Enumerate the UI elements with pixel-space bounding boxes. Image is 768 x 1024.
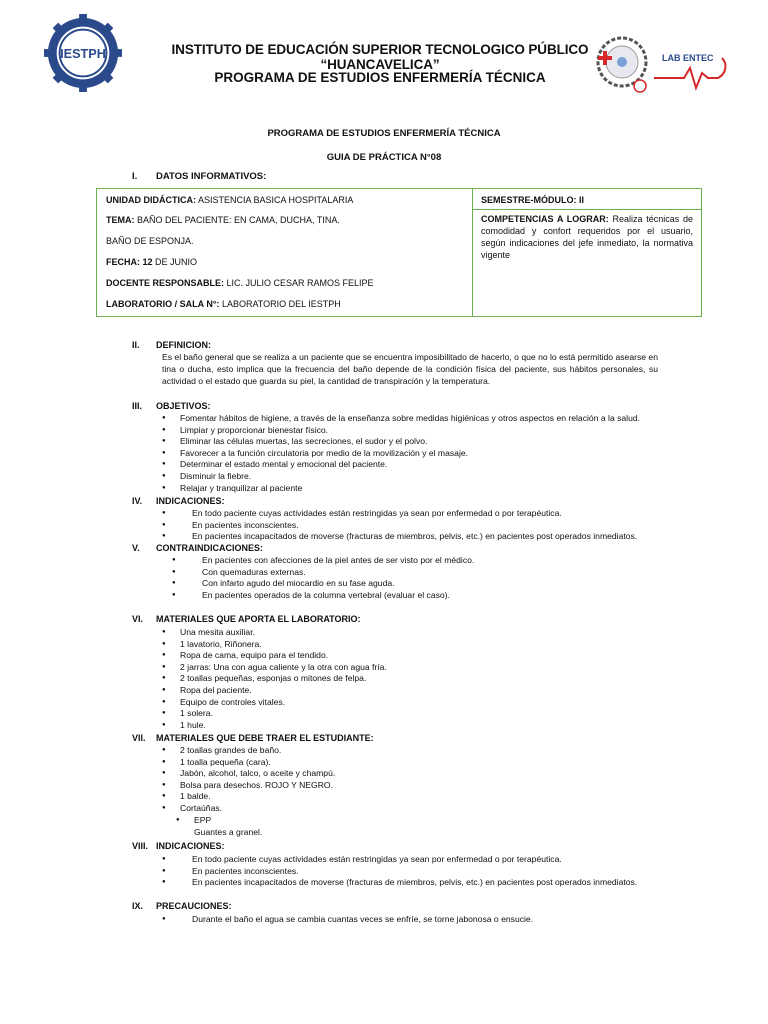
document-subtitle: PROGRAMA DE ESTUDIOS ENFERMERÍA TÉCNICA [267, 128, 501, 139]
materiales-estudiante-list [162, 745, 335, 815]
section-title: PRECAUCIONES: [156, 901, 232, 911]
list-item: ● En pacientes incapacitados de moverse (fracturas de miembros, pelvis, etc.) en pacientes post operados inmediatos. [162, 531, 637, 543]
section-heading [132, 543, 263, 553]
section-title: INDICACIONES: [156, 841, 225, 851]
indicaciones-2-list [162, 854, 637, 889]
list-item: ● 2 toallas grandes de baño. [162, 745, 335, 757]
section-materiales-estudiante [132, 733, 374, 743]
section-objetivos [132, 401, 211, 411]
tema-line2: BAÑO DE ESPONJA. [106, 236, 194, 246]
list-item: ● Relajar y tranquilizar al paciente [162, 483, 640, 495]
section-precauciones [132, 901, 232, 911]
indicaciones-list [162, 508, 637, 543]
materiales-estudiante-sublist [176, 815, 211, 827]
list-item: ● Limpiar y proporcionar bienestar físico. [162, 425, 640, 437]
section-number: IV. [132, 496, 143, 506]
list-item: ● Disminuir la fiebre. [162, 471, 640, 483]
objetivos-list [162, 413, 640, 494]
section-number: VIII. [132, 841, 149, 851]
list-item: ● Fomentar hábitos de higiene, a través de la enseñanza sobre medidas higiénicas y otros aspectos en relación a la salud. [162, 413, 640, 425]
section-heading [132, 340, 211, 350]
section-title: INDICACIONES: [156, 496, 225, 506]
section-number: VII. [132, 733, 146, 743]
program-title: PROGRAMA DE ESTUDIOS ENFERMERÍA TÉCNICA [214, 70, 546, 85]
lab-row [106, 299, 341, 309]
list-item: Guantes a granel. [194, 827, 263, 837]
section-number: V. [132, 543, 140, 553]
list-item: ● En pacientes con afecciones de la piel antes de ser visto por el médico. [172, 555, 474, 567]
section-materiales-laboratorio [132, 614, 361, 624]
section-number: IX. [132, 901, 144, 911]
docente-label: DOCENTE RESPONSABLE: [106, 278, 225, 288]
docente-value: LIC. JULIO CESAR RAMOS FELIPE [224, 278, 374, 288]
contraindicaciones-list [172, 555, 474, 601]
list-item: ● En todo paciente cuyas actividades están restringidas ya sean por enfermedad o por terapéutica. [162, 508, 637, 520]
section-heading-datos [132, 171, 266, 182]
section-indicaciones [132, 496, 225, 506]
list-item: ● 1 lavatorio, Riñonera. [162, 639, 387, 651]
logo-left-text: IESTPH [60, 46, 106, 61]
list-item: ● Una mesita auxiliar. [162, 627, 387, 639]
info-table [96, 188, 702, 317]
competencias-label: COMPETENCIAS A LOGRAR: [481, 214, 609, 224]
logo-right-text: LAB ENTEC [662, 53, 714, 63]
section-contraindicaciones [132, 543, 263, 553]
list-item: ● En pacientes inconscientes. [162, 866, 637, 878]
list-item: ● EPP [176, 815, 211, 827]
lab-label: LABORATORIO / SALA N°: [106, 299, 220, 309]
list-item: ● 1 toalla pequeña (cara). [162, 757, 335, 769]
section-heading [132, 401, 211, 411]
section-indicaciones-2 [132, 841, 225, 851]
semestre-label: SEMESTRE-MÓDULO: II [481, 195, 584, 205]
list-item: ● Jabón, alcohol, talco, o aceite y champú. [162, 768, 335, 780]
lab-value: LABORATORIO DEL IESTPH [219, 299, 341, 309]
list-item: ● 1 hule. [162, 720, 387, 732]
fecha-label: FECHA: 12 [106, 257, 153, 267]
unidad-row [106, 195, 353, 205]
list-item: ● En pacientes inconscientes. [162, 520, 637, 532]
table-divider [472, 209, 702, 210]
section-heading [132, 901, 232, 911]
section-title: DATOS INFORMATIVOS: [156, 171, 267, 182]
list-item: ● Eliminar las células muertas, las secreciones, el sudor y el polvo. [162, 436, 640, 448]
list-item: ● Determinar el estado mental y emocional del paciente. [162, 459, 640, 471]
tema-row [106, 215, 340, 225]
unidad-label: UNIDAD DIDÁCTICA: [106, 195, 196, 205]
institute-logo [44, 14, 122, 92]
list-item: ● Equipo de controles vitales. [162, 697, 387, 709]
materiales-laboratorio-list [162, 627, 387, 731]
tema-value: BAÑO DEL PACIENTE: EN CAMA, DUCHA, TINA. [134, 215, 340, 225]
list-item: ● En pacientes operados de la columna vertebral (evaluar el caso). [172, 590, 474, 602]
list-item: ● Ropa de cama, equipo para el tendido. [162, 650, 387, 662]
section-number: II. [132, 340, 140, 350]
list-item: ● Con infarto agudo del miocardio en su fase aguda. [172, 578, 474, 590]
section-heading [132, 496, 225, 506]
list-item: ● 1 solera. [162, 708, 387, 720]
semestre-cell [481, 195, 693, 205]
section-heading [132, 733, 374, 743]
list-item: ● En todo paciente cuyas actividades están restringidas ya sean por enfermedad o por terapéutica. [162, 854, 637, 866]
section-number: VI. [132, 614, 144, 624]
guide-title: GUIA DE PRÁCTICA N°08 [326, 152, 442, 163]
section-definicion [132, 340, 211, 350]
definicion-text: Es el baño general que se realiza a un paciente que se encuentra imposibilitado de hacerlo, o que no lo está permitido asearse en tina o ducha, esto implica que la frecuencia del baño depende de la condición física del paciente, sus hábitos personales, su actividad o el estado que guarda su piel, la cantidad de transpiración y la temperatura. [162, 352, 658, 386]
competencias-value: Realiza técnicas de comodidad y confort requeridos por el usuario, según indicaciones del jefe inmediato, la normativa vigente [481, 214, 693, 260]
fecha-row [106, 257, 197, 267]
section-title: OBJETIVOS: [156, 401, 211, 411]
list-item: ● En pacientes incapacitados de moverse (fracturas de miembros, pelvis, etc.) en pacientes post operados inmediatos. [162, 877, 637, 889]
list-item: ● 2 jarras: Una con agua caliente y la otra con agua fría. [162, 662, 387, 674]
docente-row [106, 278, 374, 288]
list-item: ● Ropa del paciente. [162, 685, 387, 697]
section-title: MATERIALES QUE APORTA EL LABORATORIO: [156, 614, 361, 624]
section-heading [132, 614, 361, 624]
section-title: MATERIALES QUE DEBE TRAER EL ESTUDIANTE: [156, 733, 374, 743]
section-title: CONTRAINDICACIONES: [156, 543, 263, 553]
list-item: ● Con quemaduras externas. [172, 567, 474, 579]
section-number: I. [132, 171, 138, 182]
section-number: III. [132, 401, 143, 411]
fecha-value: DE JUNIO [152, 257, 198, 267]
institution-title: INSTITUTO DE EDUCACIÓN SUPERIOR TECNOLOGICO PÚBLICO “HUANCAVELICA” [171, 42, 589, 72]
list-item: ● 1 balde. [162, 791, 335, 803]
list-item: ● Cortaúñas. [162, 803, 335, 815]
list-item: ● Favorecer a la función circulatoria por medio de la movilización y el masaje. [162, 448, 640, 460]
precauciones-list [162, 914, 533, 926]
section-title: DEFINICION: [156, 340, 211, 350]
list-item: ● Bolsa para desechos. ROJO Y NEGRO. [162, 780, 335, 792]
list-item: ● Durante el baño el agua se cambia cuantas veces se enfríe, se torne jabonosa o ensucie. [162, 914, 533, 926]
competencias-cell [481, 213, 693, 261]
tema-label: TEMA: [106, 215, 135, 225]
list-item: ● 2 toallas pequeñas, esponjas o mitones de felpa. [162, 673, 387, 685]
unidad-value: ASISTENCIA BASICA HOSPITALARIA [196, 195, 354, 205]
section-heading [132, 841, 225, 851]
